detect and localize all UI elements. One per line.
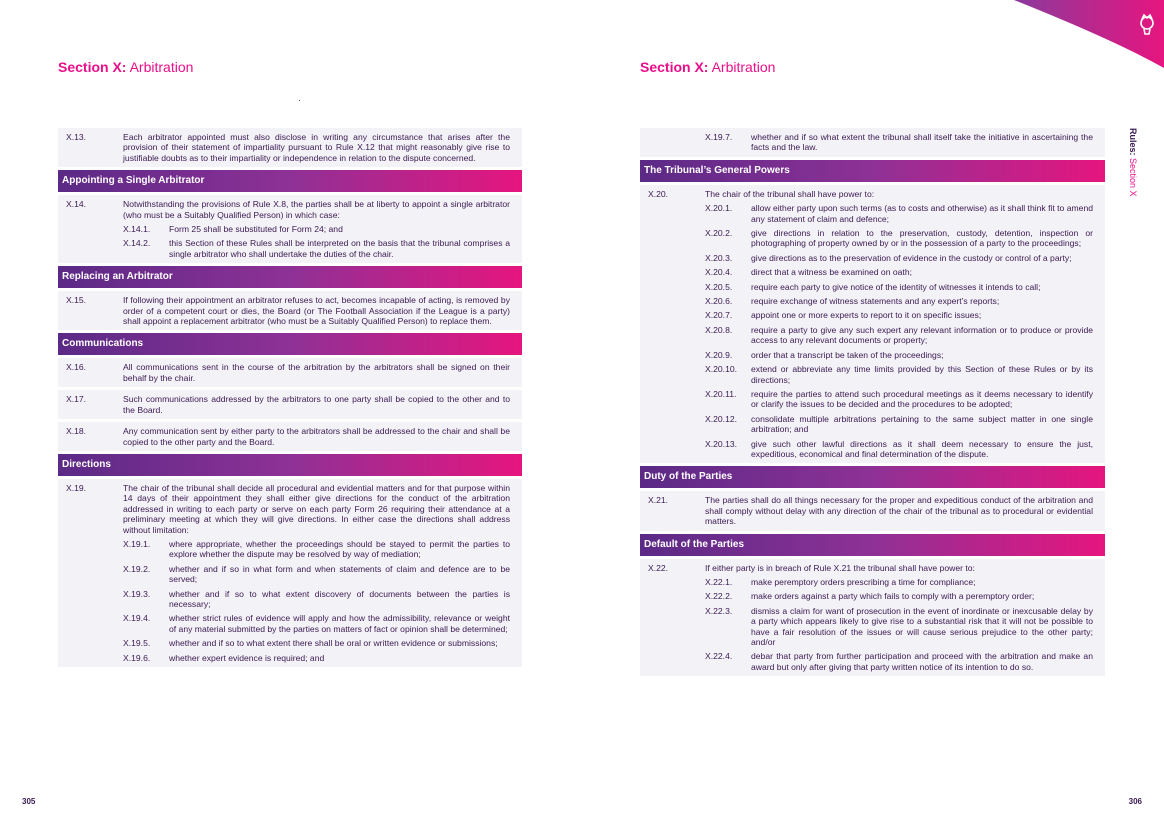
sub-rule-text: make orders against a party which fails to comply with a peremptory order; <box>751 591 1035 602</box>
sub-rule-item <box>705 414 1093 435</box>
rule-body <box>705 563 1093 673</box>
sub-rule-text: give directions as to the preservation of evidence in the custody or control of a party; <box>751 252 1072 263</box>
rule-item <box>640 185 1105 464</box>
rule-item <box>58 390 522 419</box>
rule-text: Any communication sent by either party to the arbitrators shall be addressed to the chair and shall be copied to the other party and the Board. <box>123 426 510 447</box>
sub-rule-number: X.14.2. <box>123 238 151 249</box>
section-title-rest: Arbitration <box>711 59 776 75</box>
page-number: 305 <box>22 797 36 806</box>
page-number: 306 <box>1128 797 1142 806</box>
sub-rule-item <box>705 364 1093 385</box>
right-page <box>582 0 1164 825</box>
sub-rule-item <box>705 310 1093 320</box>
rule-body <box>123 199 510 259</box>
sub-rule-number: X.20.3. <box>705 252 733 263</box>
rule-item <box>58 479 522 667</box>
sub-rule-number: X.20.5. <box>705 281 733 292</box>
rule-item <box>640 559 1105 677</box>
section-heading: Duty of the Parties <box>640 466 1105 488</box>
sub-rule-number: X.22.3. <box>705 605 733 616</box>
corner-ribbon <box>1014 0 1164 70</box>
sub-rule-text: require each party to give notice of the identity of witnesses it intends to call; <box>751 281 1041 292</box>
sub-rule-text: debar that party from further participation and proceed with the arbitration and make an award but only after giving that party written notice of its intention to do so. <box>751 651 1093 672</box>
sub-rule-item <box>705 132 1093 153</box>
sub-rule-number: X.20.4. <box>705 267 733 278</box>
sub-rule-number: X.20.1. <box>705 203 733 214</box>
sub-rule-item <box>123 653 510 663</box>
sub-rule-item <box>705 296 1093 306</box>
sub-rule-number: X.20.6. <box>705 296 733 307</box>
sub-rule-number: X.19.4. <box>123 613 151 624</box>
rule-body <box>123 394 510 415</box>
sub-rule-text: require the parties to attend such procedural meetings as it deems necessary to identify or clarify the issues to be decided and the procedures to be adopted; <box>751 388 1093 410</box>
sub-rule-text: require exchange of witness statements and any expert’s reports; <box>751 296 1000 307</box>
sub-rule-number: X.20.9. <box>705 349 733 360</box>
sub-rule-item <box>705 203 1093 224</box>
rule-text: Notwithstanding the provisions of Rule X.8, the parties shall be at liberty to appoint a single arbitrator (who must be a Suitably Qualified Person) in which case: <box>123 199 510 220</box>
section-title-rest: Arbitration <box>129 59 194 75</box>
rule-body <box>705 189 1093 460</box>
sub-rule-text: where appropriate, whether the proceedings should be stayed to permit the parties to explore whether the dispute may be resolved by way of mediation; <box>169 538 510 560</box>
sub-rule-text: appoint one or more experts to report to it on specific issues; <box>751 310 982 321</box>
sub-rule-item <box>123 613 510 634</box>
rule-item <box>58 291 522 330</box>
sub-rule-item <box>705 253 1093 263</box>
section-heading: Replacing an Arbitrator <box>58 266 522 288</box>
sub-rule-text: give directions in relation to the preservation, custody, detention, inspection or photographing of property owned by or in the possession of a party to the proceedings; <box>751 228 1093 249</box>
section-heading: Communications <box>58 333 522 355</box>
sub-rule-item <box>123 564 510 585</box>
rule-text: Each arbitrator appointed must also disclose in writing any circumstance that arises after the provision of their statement of impartiality pursuant to Rule X.12 that might reasonably give rise to justifiable doubts as to their impartiality or independence in relation to the dispute concerned. <box>123 132 510 163</box>
rule-body <box>123 483 510 663</box>
rule-item <box>58 358 522 387</box>
sub-rule-number: X.20.13. <box>705 438 738 449</box>
sub-rule-number: X.20.7. <box>705 310 733 321</box>
section-heading: Default of the Parties <box>640 534 1105 556</box>
rule-text: The parties shall do all things necessary for the proper and expeditious conduct of the arbitration and shall comply without delay with any direction of the chair of the tribunal as to procedural or evidential matters. <box>705 495 1093 527</box>
rule-number <box>648 132 705 153</box>
sub-rule-item <box>705 577 1093 587</box>
rule-item <box>58 195 522 263</box>
sub-rule-text: consolidate multiple arbitrations pertaining to the same subject matter in one single arbitration; and <box>751 413 1093 435</box>
sub-rule-number: X.20.10. <box>705 364 738 375</box>
sub-rule-text: whether and if so to what extent there shall be oral or written evidence or submissions; <box>169 638 498 649</box>
section-title-bold: Section X: <box>640 59 709 75</box>
sub-rule-item <box>123 589 510 610</box>
sub-rule-item <box>705 267 1093 277</box>
rule-number: X.14. <box>66 199 87 210</box>
rule-text: Such communications addressed by the arbitrators to one party shall be copied to the other and to the Board. <box>123 394 510 415</box>
section-heading: Directions <box>58 454 522 476</box>
sub-rule-item <box>705 282 1093 292</box>
sub-rule-number: X.20.2. <box>705 228 733 239</box>
rule-body <box>705 132 1093 153</box>
sub-rule-item <box>123 638 510 648</box>
sub-rule-text: whether and if so what extent the tribunal shall itself take the initiative in ascertaining the facts and the law. <box>751 132 1093 153</box>
sub-rule-text: whether and if so to what extent discovery of documents between the parties is necessary; <box>169 588 510 609</box>
page-title <box>58 59 193 75</box>
sub-rule-text: order that a transcript be taken of the proceedings; <box>751 349 944 360</box>
side-label-bold: Rules: <box>1128 128 1138 156</box>
sub-rule-item <box>705 325 1093 346</box>
rule-number: X.21. <box>648 495 669 506</box>
sub-rule-text: extend or abbreviate any time limits provided by this Section of these Rules or by its directions; <box>751 364 1093 385</box>
rule-text: The chair of the tribunal shall decide all procedural and evidential matters and for that purpose within 14 days of their appointment they shall either give directions for the conduct of the arbitration addressed in writing to each party or serve on each party Form 26 requiring their attendance at a preliminary meeting at which they will give directions. In either case the directions shall address without limitation: <box>123 482 510 535</box>
sub-rule-number: X.20.8. <box>705 324 733 335</box>
rule-number: X.16. <box>66 362 87 373</box>
sub-rule-number: X.22.4. <box>705 651 733 662</box>
rule-body <box>123 295 510 326</box>
rule-text: The chair of the tribunal shall have power to: <box>705 188 875 199</box>
sub-rule-number: X.19.1. <box>123 538 151 549</box>
sub-rule-number: X.22.1. <box>705 576 733 587</box>
sub-rule-text: direct that a witness be examined on oath; <box>751 267 912 278</box>
section-heading: Appointing a Single Arbitrator <box>58 170 522 192</box>
rule-number: X.19. <box>66 482 87 493</box>
page-title <box>640 59 775 75</box>
rule-body <box>705 495 1093 526</box>
sub-rule-text: give such other lawful directions as it shall deem necessary to ensure the just, expeditious, economical and final determination of the dispute. <box>751 438 1093 459</box>
sub-rule-item <box>705 350 1093 360</box>
rule-item <box>640 128 1105 157</box>
sub-rule-number: X.22.2. <box>705 591 733 602</box>
sub-rule-number: X.19.7. <box>705 132 733 142</box>
side-label-rest: Section X <box>1128 158 1138 197</box>
sub-rule-text: require a party to give any such expert any relevant information or to produce or provide access to any relevant documents or property; <box>751 324 1093 346</box>
sub-rule-text: Form 25 shall be substituted for Form 24; and <box>169 224 343 235</box>
stray-dot <box>299 100 300 101</box>
sub-rule-item <box>705 591 1093 601</box>
sub-rule-number: X.19.2. <box>123 563 151 574</box>
rule-text: All communications sent in the course of the arbitration by the arbitrators shall be signed on their behalf by the chair. <box>123 362 510 383</box>
rule-text: If either party is in breach of Rule X.21 the tribunal shall have power to: <box>705 562 975 573</box>
sub-rule-number: X.19.5. <box>123 638 151 649</box>
left-rules-column <box>58 128 522 670</box>
rule-number: X.20. <box>648 188 669 199</box>
sub-rule-item <box>705 228 1093 249</box>
rule-number: X.22. <box>648 562 669 573</box>
sub-rule-item <box>705 389 1093 410</box>
sub-rule-text: whether and if so in what form and when statements of claim and defence are to be served; <box>169 563 510 585</box>
sub-rule-text: whether strict rules of evidence will apply and how the admissibility, relevance or weight of any material submitted by the parties on matters of fact or opinion shall be determined; <box>169 613 510 634</box>
rule-item <box>58 422 522 451</box>
section-title-bold: Section X: <box>58 59 127 75</box>
rule-text: If following their appointment an arbitrator refuses to act, becomes incapable of acting, is removed by order of a competent court or dies, the Board (or The Football Association if the League is a party) shall appoint a replacement arbitrator (who must be a Suitably Qualified Person) to replace them. <box>123 295 510 327</box>
sub-rule-item <box>705 606 1093 648</box>
right-rules-column <box>640 128 1105 679</box>
side-label <box>1128 128 1138 197</box>
section-heading: The Tribunal’s General Powers <box>640 160 1105 182</box>
rule-item <box>58 128 522 167</box>
sub-rule-item <box>123 224 510 234</box>
sub-rule-text: dismiss a claim for want of prosecution in the event of inordinate or inexcusable delay by a party which appears likely to give rise to a substantial risk that it will not be possible to have a fair resolution of the issues or will cause serious prejudice to the other party; and/or <box>751 605 1093 647</box>
sub-rule-item <box>123 539 510 560</box>
sub-rule-text: whether expert evidence is required; and <box>169 652 325 663</box>
rule-body <box>123 132 510 163</box>
sub-rule-text: allow either party upon such terms (as to costs and otherwise) as it shall think fit to amend any statement of claim and defence; <box>751 203 1094 224</box>
sub-rule-number: X.14.1. <box>123 224 151 235</box>
sub-rule-text: make peremptory orders prescribing a time for compliance; <box>751 576 976 587</box>
rule-number: X.13. <box>66 132 87 142</box>
sub-rule-item <box>705 439 1093 460</box>
sub-rule-text: this Section of these Rules shall be interpreted on the basis that the tribunal comprises a single arbitrator who shall undertake the duties of the chair. <box>169 238 510 259</box>
sub-rule-number: X.20.11. <box>705 388 737 399</box>
rule-item <box>640 491 1105 530</box>
rule-body <box>123 362 510 383</box>
sub-rule-number: X.19.6. <box>123 652 151 663</box>
sub-rule-item <box>123 238 510 259</box>
sub-rule-number: X.20.12. <box>705 413 738 424</box>
rule-body <box>123 426 510 447</box>
rule-number: X.18. <box>66 426 87 437</box>
sub-rule-item <box>705 651 1093 672</box>
rule-number: X.17. <box>66 394 87 405</box>
rule-number: X.15. <box>66 295 87 306</box>
sub-rule-number: X.19.3. <box>123 588 151 599</box>
